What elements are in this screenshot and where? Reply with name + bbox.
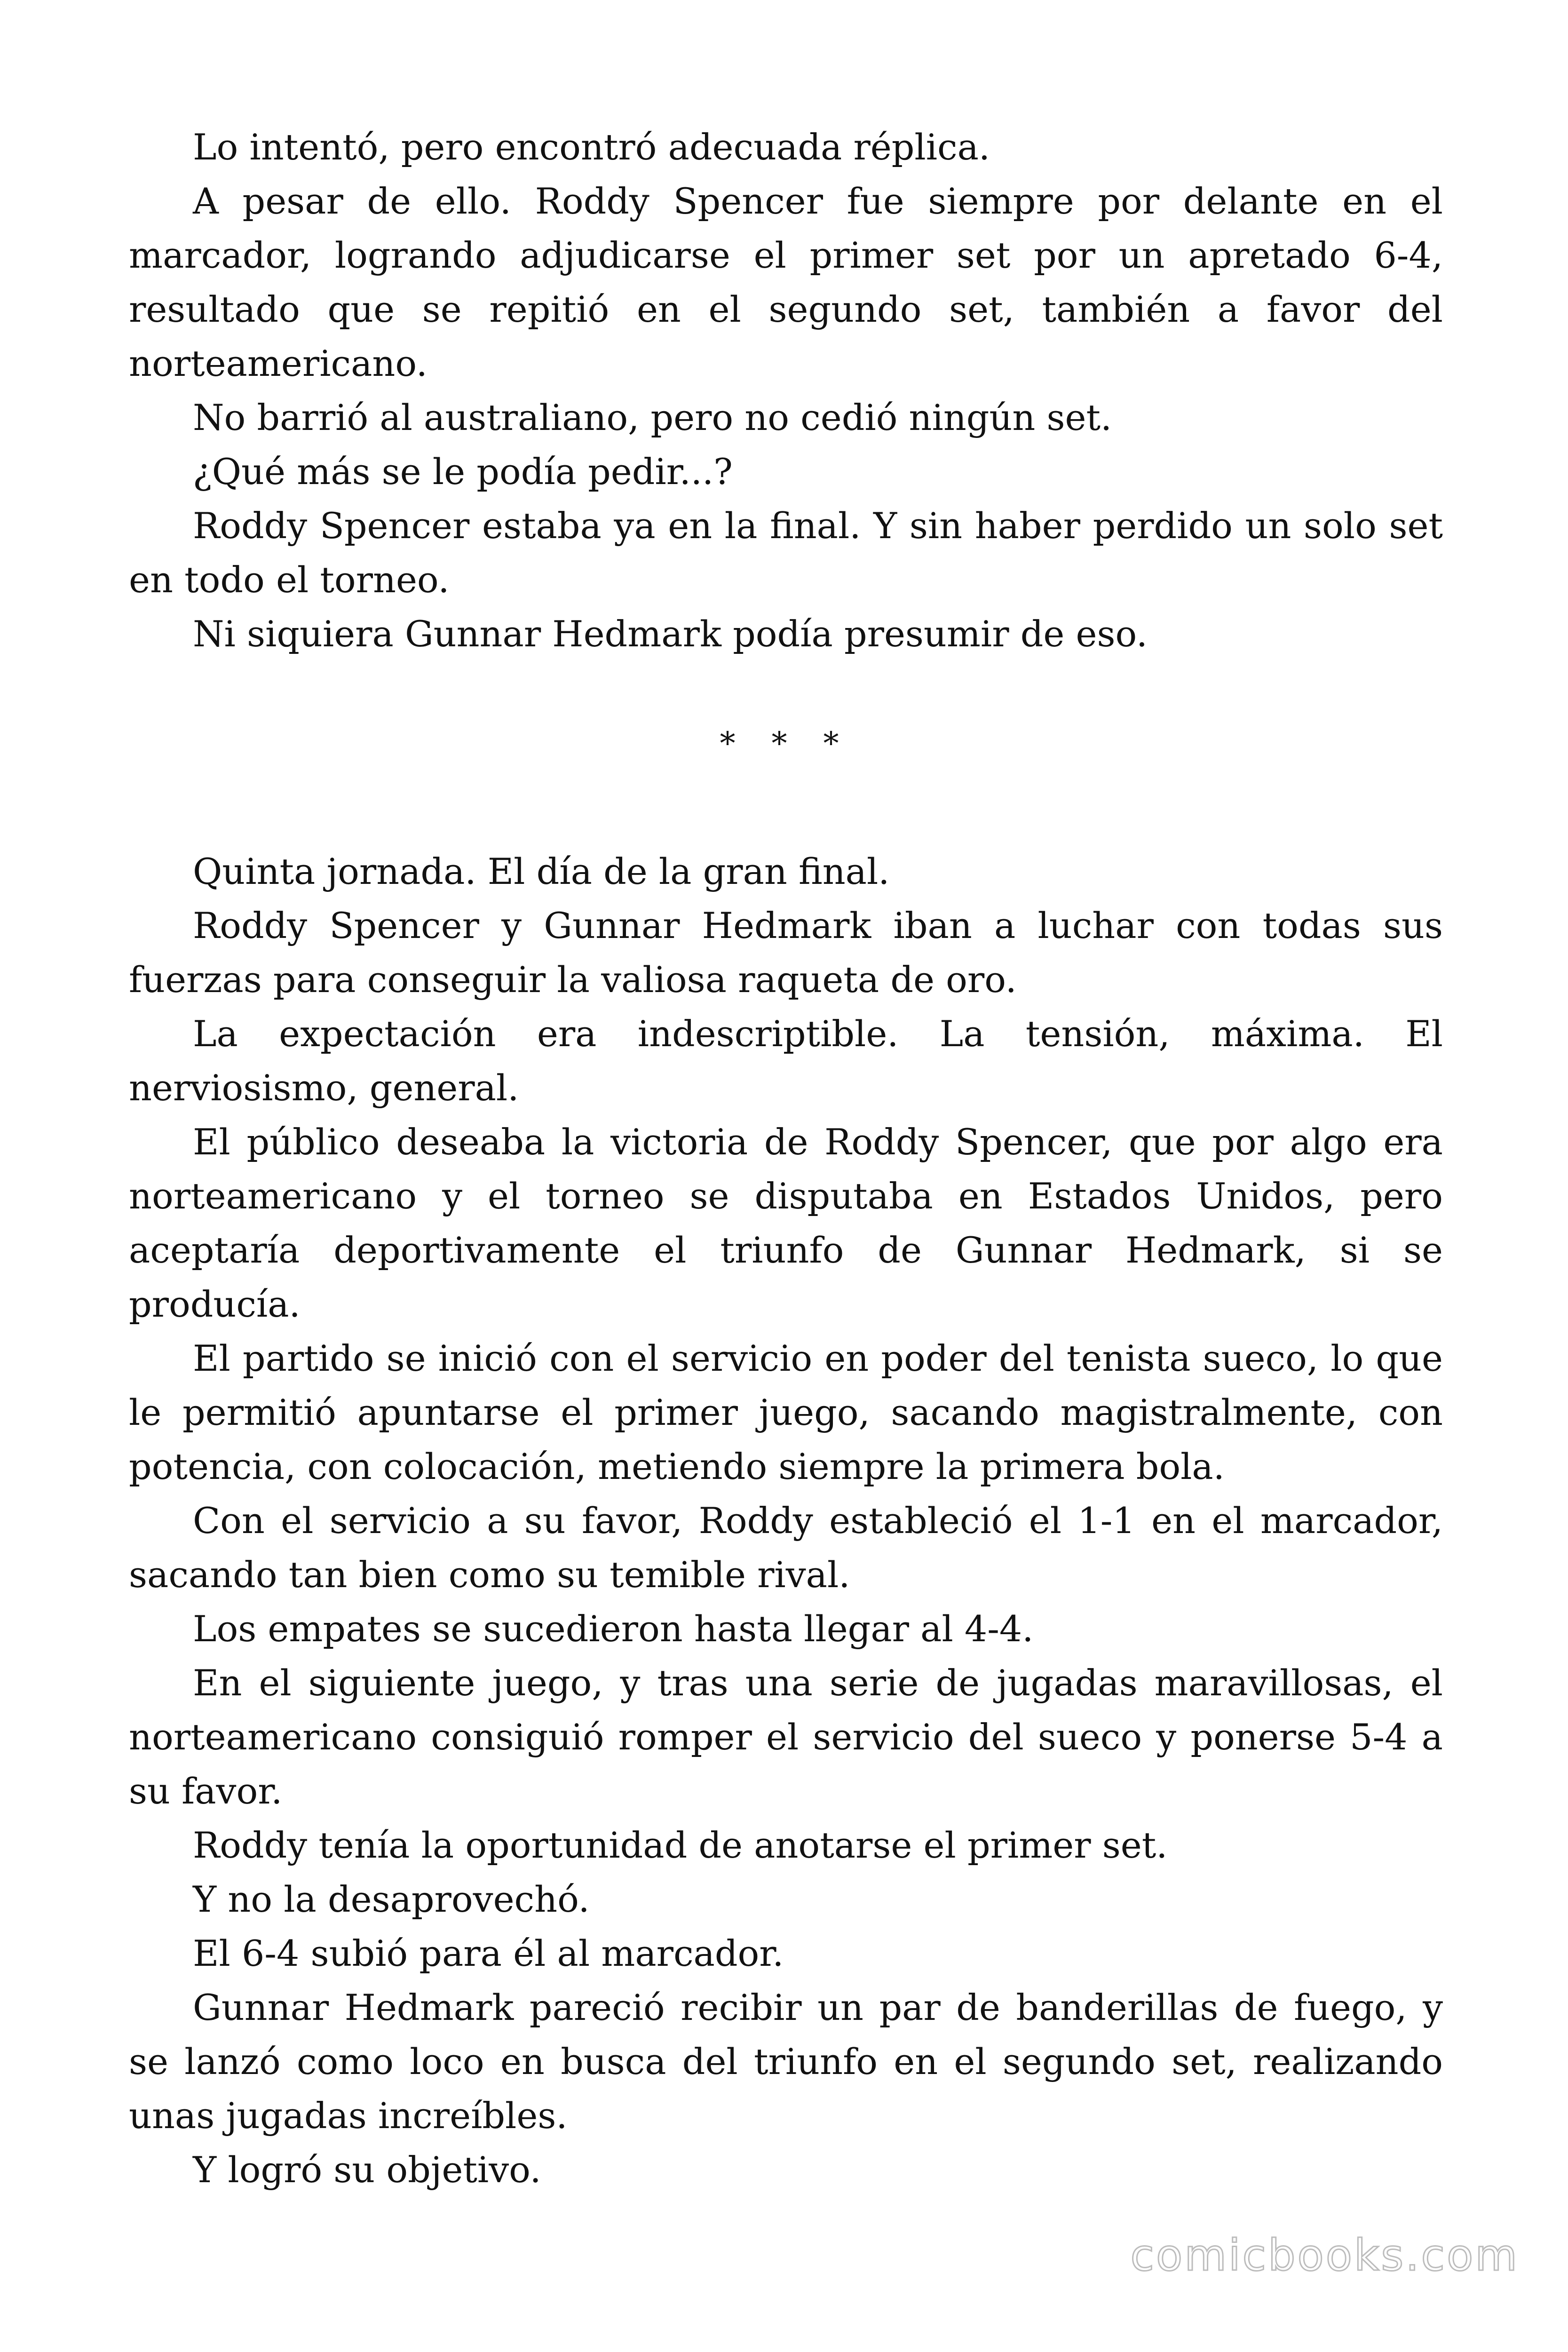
paragraph: Con el servicio a su favor, Roddy estableció el 1-1 en el marcador, sacando tan bien como su temible rival.: [129, 1500, 1443, 1596]
section-separator: * * *: [720, 725, 852, 762]
paragraph: No barrió al australiano, pero no cedió ningún set.: [193, 397, 1112, 438]
paragraph: El partido se inició con el servicio en poder del tenista sueco, lo que le permitió apuntarse el primer juego, sacando magistralmente, con potencia, con colocación, metiendo siempre la primera bola.: [129, 1337, 1443, 1487]
paragraph: ¿Qué más se le podía pedir...?: [193, 451, 733, 493]
paragraph: El 6-4 subió para él al marcador.: [193, 1932, 784, 1974]
paragraph: Roddy Spencer y Gunnar Hedmark iban a luchar con todas sus fuerzas para conseguir la valiosa raqueta de oro.: [129, 905, 1443, 1001]
paragraph: La expectación era indescriptible. La tensión, máxima. El nerviosismo, general.: [129, 1013, 1443, 1109]
paragraph: Roddy tenía la oportunidad de anotarse el primer set.: [193, 1824, 1168, 1866]
paragraph: En el siguiente juego, y tras una serie de jugadas maravillosas, el norteamericano consiguió romper el servicio del sueco y ponerse 5-4 a su favor.: [129, 1662, 1443, 1812]
paragraph: Gunnar Hedmark pareció recibir un par de banderillas de fuego, y se lanzó como loco en busca del triunfo en el segundo set, realizando unas jugadas increíbles.: [129, 1986, 1443, 2137]
paragraph: Y no la desaprovechó.: [193, 1878, 590, 1920]
paragraph: A pesar de ello. Roddy Spencer fue siempre por delante en el marcador, logrando adjudicarse el primer set por un apretado 6-4, resultado que se repitió en el segundo set, también a favor del norteamericano.: [129, 180, 1443, 384]
paragraph: Ni siquiera Gunnar Hedmark podía presumir de eso.: [193, 613, 1148, 655]
paragraph: Y logró su objetivo.: [193, 2149, 541, 2191]
page-body: [129, 120, 1443, 2197]
paragraph: El público deseaba la victoria de Roddy Spencer, que por algo era norteamericano y el torneo se disputaba en Estados Unidos, pero aceptaría deportivamente el triunfo de Gunnar Hedmark, si se producía.: [129, 1121, 1443, 1325]
paragraph: Quinta jornada. El día de la gran final.: [193, 850, 890, 892]
paragraph: Roddy Spencer estaba ya en la final. Y sin haber perdido un solo set en todo el torneo.: [129, 505, 1443, 601]
watermark: comicbooks.com: [1130, 2230, 1519, 2280]
paragraph: Lo intentó, pero encontró adecuada réplica.: [193, 126, 990, 168]
paragraph: Los empates se sucedieron hasta llegar al 4-4.: [193, 1608, 1034, 1650]
